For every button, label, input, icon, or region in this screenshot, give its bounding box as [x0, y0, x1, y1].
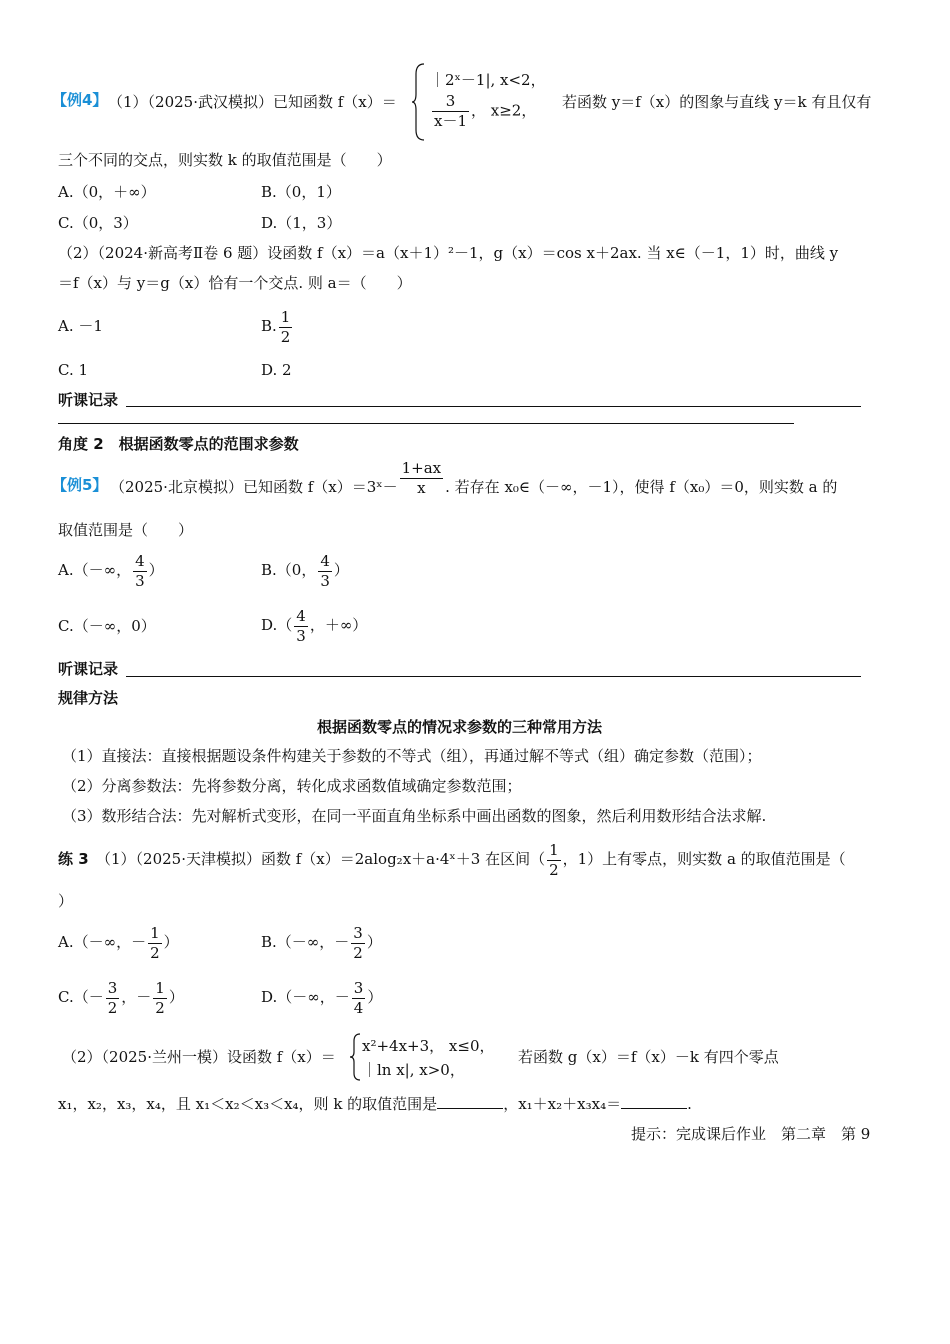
fraction: $\frac{1}{2}$ [150, 923, 160, 962]
notes-label: 听课记录 [58, 391, 119, 409]
practice-3-part1-stem: （1）（2025·天津模拟）函数 f（x）＝2alog₂x＋a·4ˣ＋3 在区间（ $\frac{1}{2}$ ，1）上有零点，则实数 a 的取值范围是（ [96, 840, 846, 879]
piecewise-case-2: $\frac{3}{x-1}$ ， x≥2， [434, 92, 537, 130]
example-4-part2-line1: （2）（2024·新高考Ⅱ卷 6 题）设函数 f（x）＝a（x＋1）²－1，g（x）＝cos x＋2ax. 当 x∈（－1，1）时，曲线 y [58, 244, 839, 262]
option-c[interactable]: C.（－ $\frac{3}{2}$ ，－ $\frac{1}{2}$ ） [58, 978, 184, 1017]
option-c[interactable]: C.（0，3） [58, 214, 138, 232]
option-b[interactable]: B.（－∞，－ $\frac{3}{2}$ ） [261, 923, 382, 962]
method-item: （2）分离参数法：先将参数分离，转化成求函数值域确定参数范围； [62, 777, 522, 795]
example-4-part1-question: 若函数 y＝f（x）的图象与直线 y＝k 有且仅有 [562, 93, 872, 111]
option-a[interactable]: A.（－∞，－ $\frac{1}{2}$ ） [58, 923, 179, 962]
practice-3-part2-intro: （2）（2025·兰州一模）设函数 f（x）＝ [62, 1048, 336, 1066]
practice-3-part2-question: 若函数 g（x）＝f（x）－k 有四个零点 [518, 1048, 779, 1066]
piecewise-brace-icon [412, 62, 426, 142]
notes-line[interactable] [58, 423, 794, 424]
option-d[interactable]: D.（1，3） [261, 214, 342, 232]
example-5-stem: （2025·北京模拟）已知函数 f（x）＝3ˣ－ $\frac{1+ax}{x}$ . 若存在 x₀∈（－∞，－1），使得 f（x₀）＝0，则实数 a 的 [110, 458, 838, 497]
option-a[interactable]: A.（0，＋∞） [58, 183, 156, 201]
practice-3-label: 练 3 [58, 850, 89, 868]
piecewise-brace-icon [350, 1032, 362, 1082]
fraction: $\frac{3}{2}$ [107, 978, 118, 1017]
option-d[interactable]: D. 2 [261, 361, 292, 379]
option-b[interactable]: B. $\frac{1}{2}$ [261, 307, 291, 346]
method-heading: 规律方法 [58, 689, 119, 707]
fraction-4-3: $\frac{4}{3}$ [296, 606, 306, 645]
option-d[interactable]: D.（ $\frac{4}{3}$ ，＋∞） [261, 606, 368, 645]
piecewise-case-1: ｜2ˣ－1|, x<2， [430, 71, 546, 89]
example-4-label: 【例4】 [52, 91, 108, 109]
piecewise-case-1: x²+4x+3， x≤0， [362, 1037, 495, 1055]
option-d[interactable]: D.（－∞，－ $\frac{3}{4}$ ） [261, 978, 383, 1017]
fraction-4-3: $\frac{4}{3}$ [320, 551, 330, 590]
fraction-3-over-x-1: $\frac{3}{x-1}$ [434, 92, 468, 130]
section-heading: 角度 2 根据函数零点的范围求参数 [58, 435, 299, 453]
fraction-one-half: $\frac{1}{2}$ [549, 840, 559, 879]
notes-line[interactable] [126, 676, 861, 677]
method-item: （1）直接法：直接根据题设条件构建关于参数的不等式（组），再通过解不等式（组）确定参数（范围）； [62, 747, 762, 765]
option-a[interactable]: A. －1 [58, 317, 103, 335]
fraction: $\frac{3}{2}$ [353, 923, 363, 962]
option-b[interactable]: B.（0， $\frac{4}{3}$ ） [261, 551, 349, 590]
option-a[interactable]: A.（－∞， $\frac{4}{3}$ ） [58, 551, 164, 590]
practice-3-part2-line2: x₁，x₂，x₃，x₄，且 x₁＜x₂＜x₃＜x₄，则 k 的取值范围是 ，x₁＋x₂＋x₃x₄＝ . [58, 1095, 692, 1113]
method-title: 根据函数零点的情况求参数的三种常用方法 [317, 718, 603, 736]
piecewise-case-2: ｜ln x|, x>0， [362, 1061, 465, 1079]
fraction-4-3: $\frac{4}{3}$ [135, 551, 145, 590]
option-b[interactable]: B.（0，1） [261, 183, 341, 201]
example-5-label: 【例5】 [52, 476, 108, 494]
method-item: （3）数形结合法：先对解析式变形，在同一平面直角坐标系中画出函数的图象，然后利用数形结合法求解. [62, 807, 767, 825]
example-4-part2-line2: ＝f（x）与 y＝g（x）恰有一个交点. 则 a＝（ ） [58, 274, 412, 292]
practice-3-part1-line2: ） [58, 892, 74, 910]
fraction: $\frac{3}{4}$ [353, 978, 364, 1017]
footer-hint: 提示：完成课后作业 第二章 第 9 [631, 1125, 871, 1143]
answer-blank[interactable] [437, 1094, 503, 1109]
example-4-part1-intro: （1）（2025·武汉模拟）已知函数 f（x）＝ [108, 93, 397, 111]
example-5-line2: 取值范围是（ ） [58, 521, 194, 539]
example-4-part1-line2: 三个不同的交点，则实数 k 的取值范围是（ ） [58, 151, 392, 169]
notes-line[interactable] [126, 406, 861, 407]
fraction-1-plus-ax-over-x: $\frac{1+ax}{x}$ [401, 458, 442, 497]
fraction: $\frac{1}{2}$ [155, 978, 165, 1017]
notes-label: 听课记录 [58, 660, 119, 678]
fraction-one-half: $\frac{1}{2}$ [280, 307, 291, 346]
option-c[interactable]: C.（－∞，0） [58, 617, 156, 635]
option-c[interactable]: C. 1 [58, 361, 89, 379]
answer-blank[interactable] [621, 1094, 687, 1109]
